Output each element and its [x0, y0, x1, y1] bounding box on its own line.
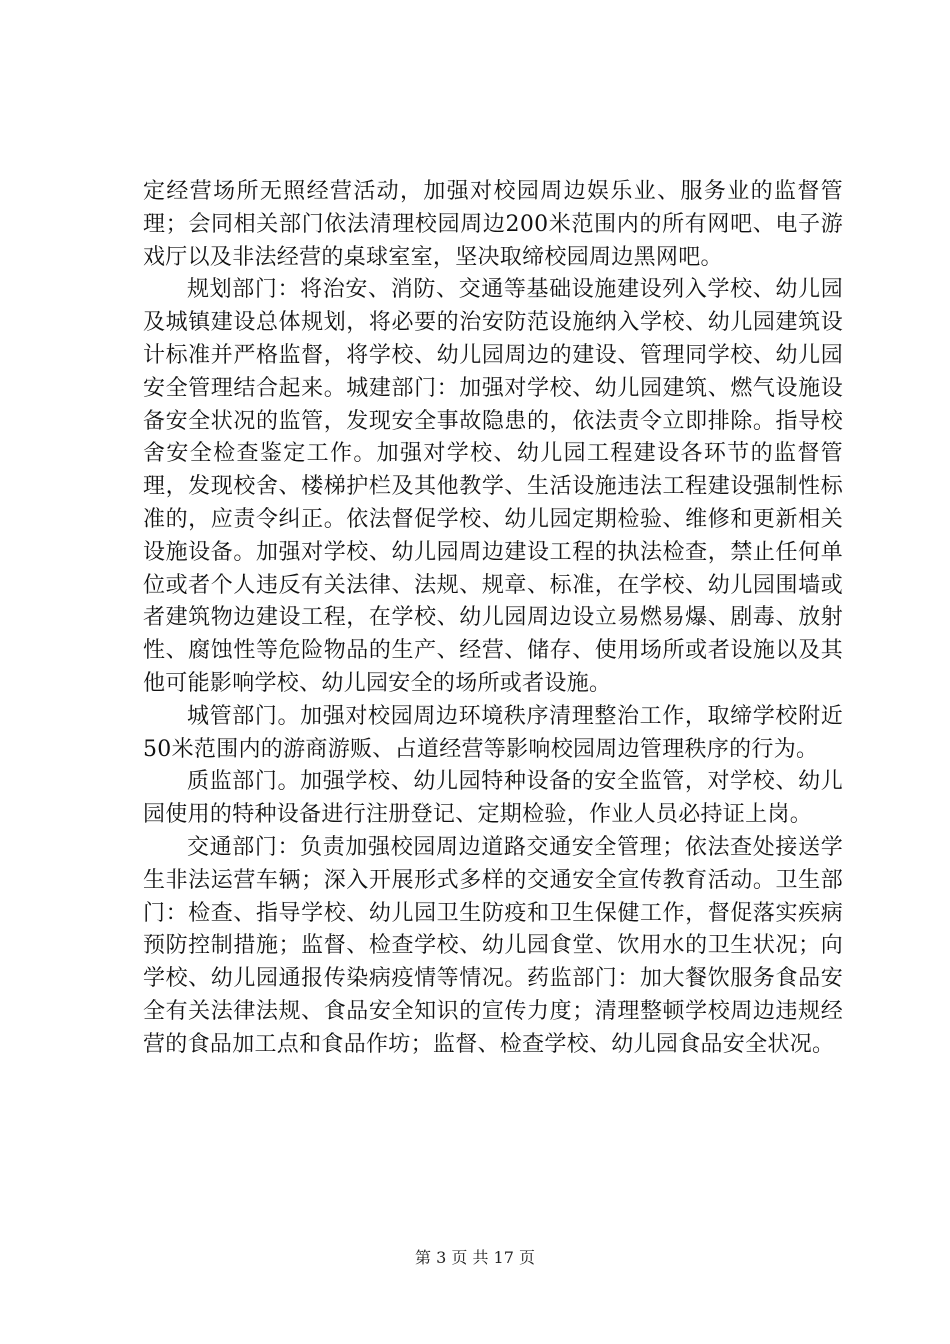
paragraph-planning-construction: 规划部门：将治安、消防、交通等基础设施建设列入学校、幼儿园及城镇建设总体规划，将必要的治安防范设施纳入学校、幼儿园建筑设计标准并严格监督，将学校、幼儿园周边的建设、管理同学校、幼儿园安全管理结合起来。城建部门：加强对学校、幼儿园建筑、燃气设施设备安全状况的监管，发现安全事故隐患的，依法责令立即排除。指导校舍安全检查鉴定工作。加强对学校、幼儿园工程建设各环节的监督管理，发现校舍、楼梯护栏及其他教学、生活设施违法工程建设强制性标准的，应责令纠正。依法督促学校、幼儿园定期检验、维修和更新相关设施设备。加强对学校、幼儿园周边建设工程的执法检查，禁止任何单位或者个人违反有关法律、法规、规章、标准，在学校、幼儿园围墙或者建筑物边建设工程，在学校、幼儿园周边设立易燃易爆、剧毒、放射性、腐蚀性等危险物品的生产、经营、储存、使用场所或者设施以及其他可能影响学校、幼儿园安全的场所或者设施。 — [143, 277, 843, 696]
paragraph-continuation: 定经营场所无照经营活动，加强对校园周边娱乐业、服务业的监督管理；会同相关部门依法清理校园周边200米范围内的所有网吧、电子游戏厅以及非法经营的桌球室室，坚决取缔校园周边黑网吧。 — [143, 179, 843, 270]
document-body — [143, 176, 843, 1062]
paragraph-urban-management: 城管部门。加强对校园周边环境秩序清理整治工作，取缔学校附近50米范围内的游商游贩、占道经营等影响校园周边管理秩序的行为。 — [143, 703, 843, 762]
page-number-footer: 第 3 页 共 17 页 — [415, 1248, 535, 1267]
paragraph-quality-supervision: 质监部门。加强学校、幼儿园特种设备的安全监管，对学校、幼儿园使用的特种设备进行注册登记、定期检验，作业人员必持证上岗。 — [143, 769, 843, 828]
paragraph-transport-health-drug: 交通部门：负责加强校园周边道路交通安全管理；依法查处接送学生非法运营车辆；深入开展形式多样的交通安全宣传教育活动。卫生部门：检查、指导学校、幼儿园卫生防疫和卫生保健工作，督促落实疾病预防控制措施；监督、检查学校、幼儿园食堂、饮用水的卫生状况；向学校、幼儿园通报传染病疫情等情况。药监部门：加大餐饮服务食品安全有关法律法规、食品安全知识的宣传力度；清理整顿学校周边违规经营的食品加工点和食品作坊；监督、检查学校、幼儿园食品安全状况。 — [143, 834, 843, 1057]
